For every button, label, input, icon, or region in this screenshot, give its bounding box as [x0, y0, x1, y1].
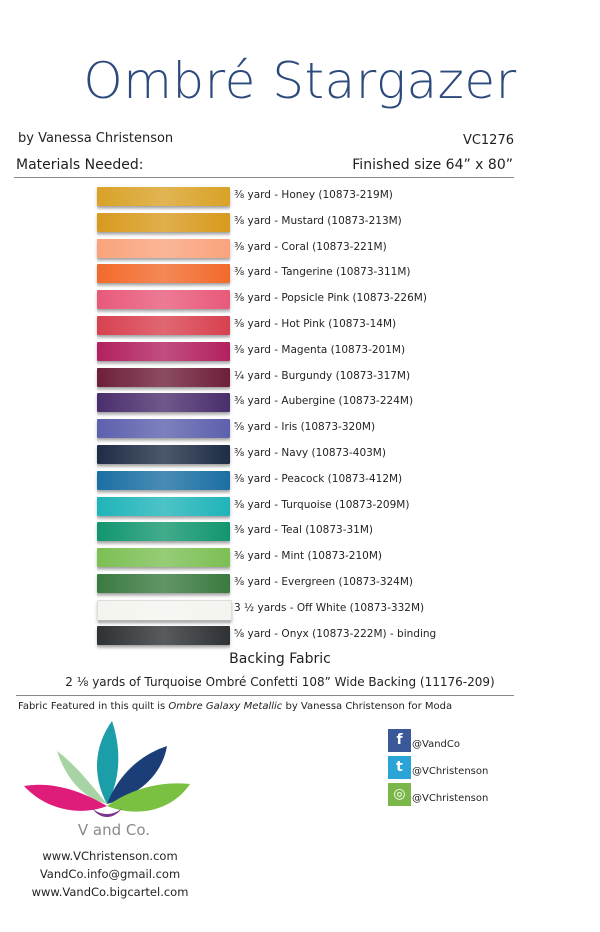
instagram-icon[interactable]: ◎ [388, 783, 411, 806]
fabric-swatch [97, 471, 230, 490]
pattern-code: VC1276 [462, 133, 514, 148]
fabric-label: ⅜ yard - Coral (10873-221M) [234, 240, 387, 253]
featured-collection: Ombre Galaxy Metallic [168, 701, 283, 712]
contact-info [18, 847, 202, 901]
featured-prefix: Fabric Featured in this quilt is [18, 701, 169, 712]
fabric-swatch [97, 342, 230, 361]
fabric-label: ⅜ yard - Turquoise (10873-209M) [234, 498, 410, 511]
finished-size: Finished size 64” x 80” [352, 157, 513, 173]
fabric-label: ⅜ yard - Mint (10873-210M) [234, 550, 382, 563]
fabric-label: ⅜ yard - Honey (10873-219M) [234, 189, 393, 201]
fabric-label: ⅜ yard - Mustard (10873-213M) [234, 214, 402, 227]
featured-suffix: by Vanessa Christenson for Moda [282, 701, 453, 712]
fabric-label: 3 ½ yards - Off White (10873-332M) [234, 601, 425, 614]
brand-name: V and Co. [77, 821, 151, 839]
fabric-swatch [97, 548, 230, 567]
fabric-label: ¼ yard - Burgundy (10873-317M) [234, 369, 411, 382]
facebook-icon[interactable]: f [388, 729, 411, 752]
fabric-swatch [97, 497, 230, 516]
pattern-title: Ombré Stargazer [83, 52, 517, 110]
fabric-swatch [97, 445, 230, 464]
fabric-label: ⅜ yard - Aubergine (10873-224M) [234, 395, 414, 408]
fabric-swatch [97, 393, 230, 412]
email-link[interactable]: VandCo.info@gmail.com [39, 867, 181, 881]
featured-fabric-note [18, 701, 452, 712]
shop-link[interactable]: www.VandCo.bigcartel.com [31, 885, 189, 899]
divider [16, 695, 514, 696]
fabric-swatch [97, 368, 230, 387]
fabric-label: ⅝ yard - Onyx (10873-222M) - binding [234, 627, 437, 640]
fabric-label: ⅜ yard - Teal (10873-31M) [234, 524, 374, 537]
backing-title: Backing Fabric [229, 651, 331, 667]
website-link[interactable]: www.VChristenson.com [42, 849, 178, 863]
fabric-label: ⅜ yard - Hot Pink (10873-14M) [234, 317, 397, 330]
social-handle: @VChristenson [412, 793, 489, 804]
fabric-swatch [97, 316, 230, 335]
fabric-label: ⅜ yard - Tangerine (10873-311M) [234, 266, 411, 279]
backing-description: 2 ⅛ yards of Turquoise Ombré Confetti 108” Wide Backing (11176-209) [65, 675, 495, 689]
twitter-icon[interactable]: t [388, 756, 411, 779]
lotus-logo-icon [22, 716, 192, 826]
fabric-label: ⅜ yard - Magenta (10873-201M) [234, 343, 406, 356]
byline: by Vanessa Christenson [18, 131, 174, 146]
fabric-swatch [97, 626, 230, 645]
social-handle: @VChristenson [412, 766, 489, 777]
divider [14, 177, 514, 178]
fabric-label: ⅜ yard - Evergreen (10873-324M) [234, 575, 414, 588]
materials-heading: Materials Needed: [16, 157, 144, 173]
fabric-swatch [97, 213, 230, 232]
fabric-label: ⅜ yard - Navy (10873-403M) [234, 446, 386, 459]
fabric-swatch [97, 264, 230, 283]
fabric-swatch [97, 187, 230, 206]
social-handle: @VandCo [412, 739, 460, 750]
fabric-swatch [97, 239, 230, 258]
fabric-label: ⅝ yard - Iris (10873-320M) [234, 421, 376, 434]
fabric-swatch [97, 574, 230, 593]
fabric-label: ⅜ yard - Peacock (10873-412M) [234, 472, 403, 485]
fabric-label: ⅜ yard - Popsicle Pink (10873-226M) [234, 292, 427, 305]
fabric-swatch [97, 290, 230, 309]
fabric-swatch [97, 419, 230, 438]
fabric-swatch [97, 522, 230, 541]
fabric-swatch [97, 600, 232, 621]
